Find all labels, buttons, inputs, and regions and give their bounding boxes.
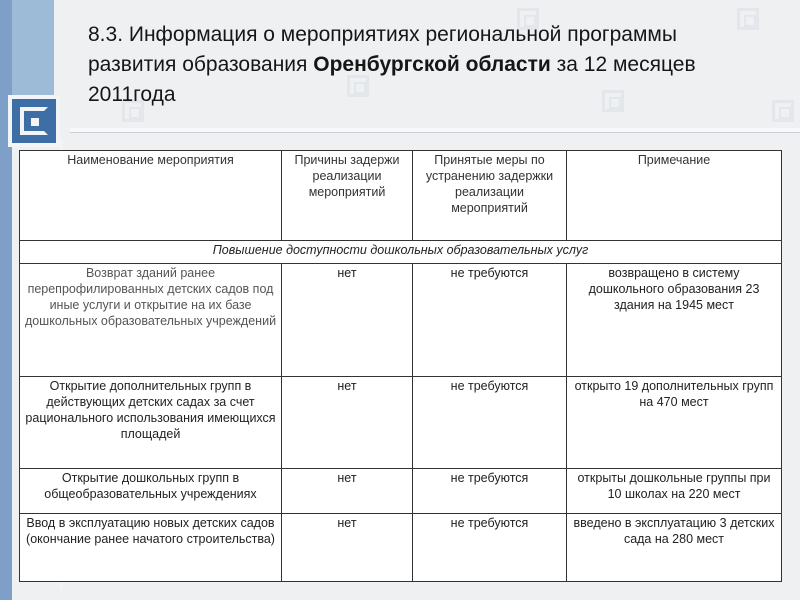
cell-event-name: Открытие дополнительных групп в действующих детских садах за счет рационального использования имеющихся площадей: [20, 377, 282, 469]
table-header-row: [20, 151, 782, 241]
cell-measures: не требуются: [413, 514, 567, 582]
table-row: [20, 469, 782, 514]
background-pattern: [772, 100, 794, 122]
cell-event-name: Ввод в эксплуатацию новых детских садов (окончание ранее начатого строительства): [20, 514, 282, 582]
title-line-2: [88, 50, 738, 80]
table-row: [20, 264, 782, 377]
cell-note: открыты дошкольные группы при 10 школах на 220 мест: [567, 469, 782, 514]
cell-reason: нет: [282, 377, 413, 469]
table-row: [20, 514, 782, 582]
events-table: [19, 150, 782, 582]
title-line-1: 8.3. Информация о мероприятиях региональной программы: [88, 23, 677, 46]
title-line-2-suffix: за 12 месяцев: [550, 53, 696, 76]
header-event-name: Наименование мероприятия: [20, 151, 282, 241]
title-divider-shadow: [70, 132, 800, 133]
title-region: Оренбургской области: [313, 53, 551, 76]
cell-note: введено в эксплуатацию 3 детских сада на 280 мест: [567, 514, 782, 582]
slide-title: [88, 20, 738, 110]
title-line-2-prefix: развития образования: [88, 53, 314, 76]
cell-reason: нет: [282, 514, 413, 582]
cell-reason: нет: [282, 264, 413, 377]
cell-measures: не требуются: [413, 377, 567, 469]
background-pattern: [737, 8, 759, 30]
section-title: Повышение доступности дошкольных образовательных услуг: [20, 241, 782, 264]
table-section-row: [20, 241, 782, 264]
cell-reason: нет: [282, 469, 413, 514]
cell-event-name: Возврат зданий ранее перепрофилированных детских садов под иные услуги и открытие на их базе дошкольных образовательных учреждений: [20, 264, 282, 377]
cell-measures: не требуются: [413, 264, 567, 377]
header-measures: Принятые меры по устранению задержки реализации мероприятий: [413, 151, 567, 241]
left-accent-band: [0, 0, 12, 600]
cell-measures: не требуются: [413, 469, 567, 514]
slide-logo-ornament: [8, 95, 60, 147]
logo-ornament-core: [31, 118, 39, 126]
logo-ornament-inner: [20, 107, 48, 135]
title-line-3: 2011года: [88, 83, 176, 106]
cell-note: открыто 19 дополнительных групп на 470 мест: [567, 377, 782, 469]
header-delay-reasons: Причины задержи реализации мероприятий: [282, 151, 413, 241]
cell-event-name: Открытие дошкольных групп в общеобразовательных учреждениях: [20, 469, 282, 514]
header-note: Примечание: [567, 151, 782, 241]
table-row: [20, 377, 782, 469]
cell-note: возвращено в систему дошкольного образования 23 здания на 1945 мест: [567, 264, 782, 377]
